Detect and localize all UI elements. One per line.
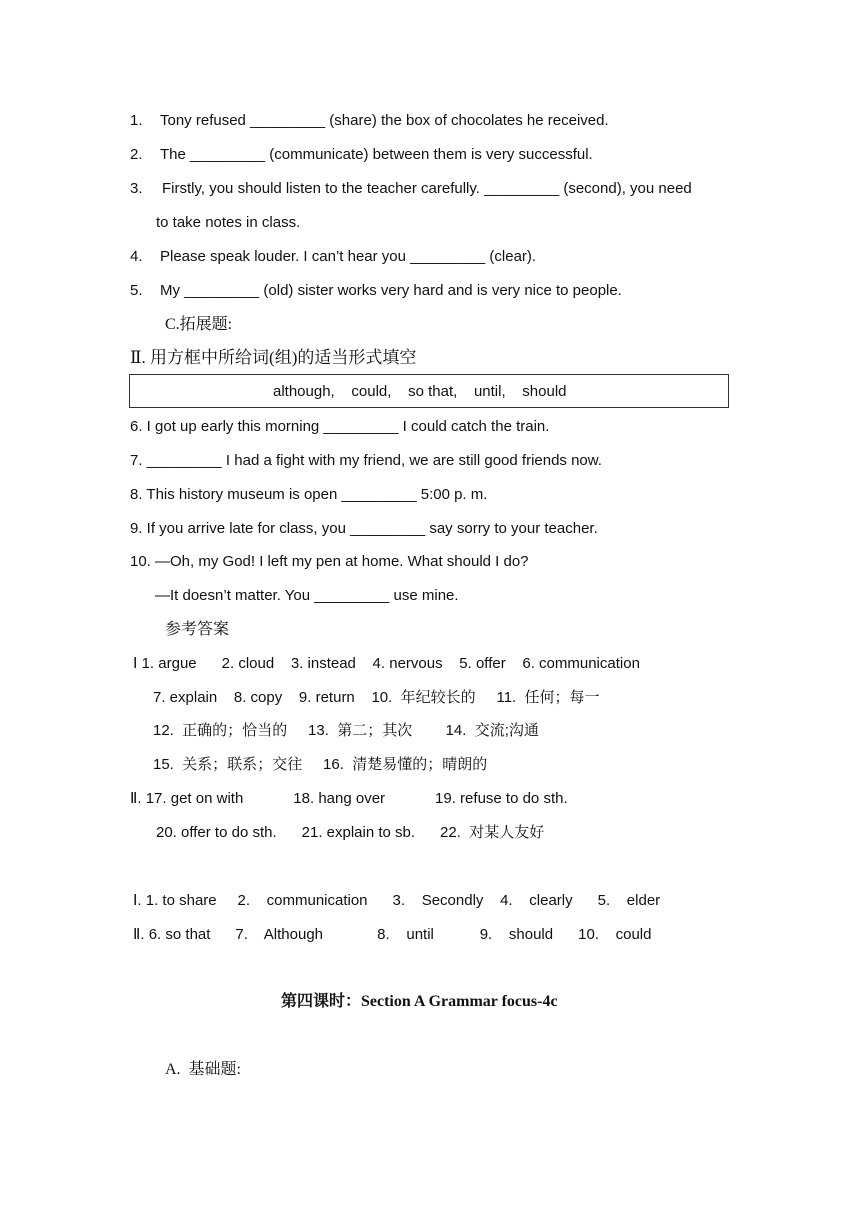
exercise-text: Tony refused _________ (share) the box of chocolates he received.: [160, 112, 609, 129]
exercise-text: The _________ (communicate) between them is very successful.: [160, 146, 593, 163]
answer-heading: 参考答案: [165, 621, 230, 638]
exercise-text: My _________ (old) sister works very hard and is very nice to people.: [160, 282, 622, 299]
section-c-heading: C.拓展题:: [165, 316, 233, 333]
section-a-heading: A. 基础题:: [165, 1061, 242, 1078]
answer-line: 7. explain 8. copy 9. return 10. 年纪较长的 11. 任何；每一: [153, 689, 600, 706]
exercise-number: 4.: [130, 248, 143, 265]
answer-line: 12. 正确的；恰当的 13. 第二；其次 14. 交流;沟通: [153, 722, 539, 739]
answer-line: Ⅰ 1. argue 2. cloud 3. instead 4. nervous 5. offer 6. communication: [133, 655, 640, 672]
exercise-text: Please speak louder. I can’t hear you _________ (clear).: [160, 248, 537, 265]
exercise-item: 7. _________ I had a fight with my friend, we are still good friends now.: [130, 452, 602, 469]
exercise-continuation: to take notes in class.: [156, 214, 301, 231]
exercise-number: 5.: [130, 282, 143, 299]
exercise-item: —It doesn’t matter. You _________ use mine.: [155, 587, 459, 604]
answer-line: 15. 关系；联系；交往 16. 清楚易懂的；晴朗的: [153, 756, 488, 773]
lesson-title: 第四课时：Section A Grammar focus-4c: [281, 993, 558, 1010]
answer-line: 20. offer to do sth. 21. explain to sb. 22. 对某人友好: [156, 824, 545, 841]
answer-line: Ⅱ. 17. get on with 18. hang over 19. refuse to do sth.: [130, 790, 568, 807]
exercise-text: Firstly, you should listen to the teacher carefully. _________ (second), you need: [162, 180, 692, 197]
exercise-item: 10. —Oh, my God! I left my pen at home. What should I do?: [130, 553, 529, 570]
exercise-item: 9. If you arrive late for class, you _________ say sorry to your teacher.: [130, 520, 598, 537]
answer-line: Ⅰ. 1. to share 2. communication 3. Secondly 4. clearly 5. elder: [133, 892, 661, 909]
exercise-item: 6. I got up early this morning _________ I could catch the train.: [130, 418, 550, 435]
exercise-number: 3.: [130, 180, 143, 197]
exercise-number: 1.: [130, 112, 143, 129]
word-box-words: although, could, so that, until, should: [273, 383, 567, 400]
part2-heading: Ⅱ. 用方框中所给词(组)的适当形式填空: [130, 348, 417, 367]
word-box: [129, 374, 729, 408]
exercise-number: 2.: [130, 146, 143, 163]
answer-line: Ⅱ. 6. so that 7. Although 8. until 9. should 10. could: [133, 926, 652, 943]
exercise-item: 8. This history museum is open _________ 5:00 p. m.: [130, 486, 488, 503]
